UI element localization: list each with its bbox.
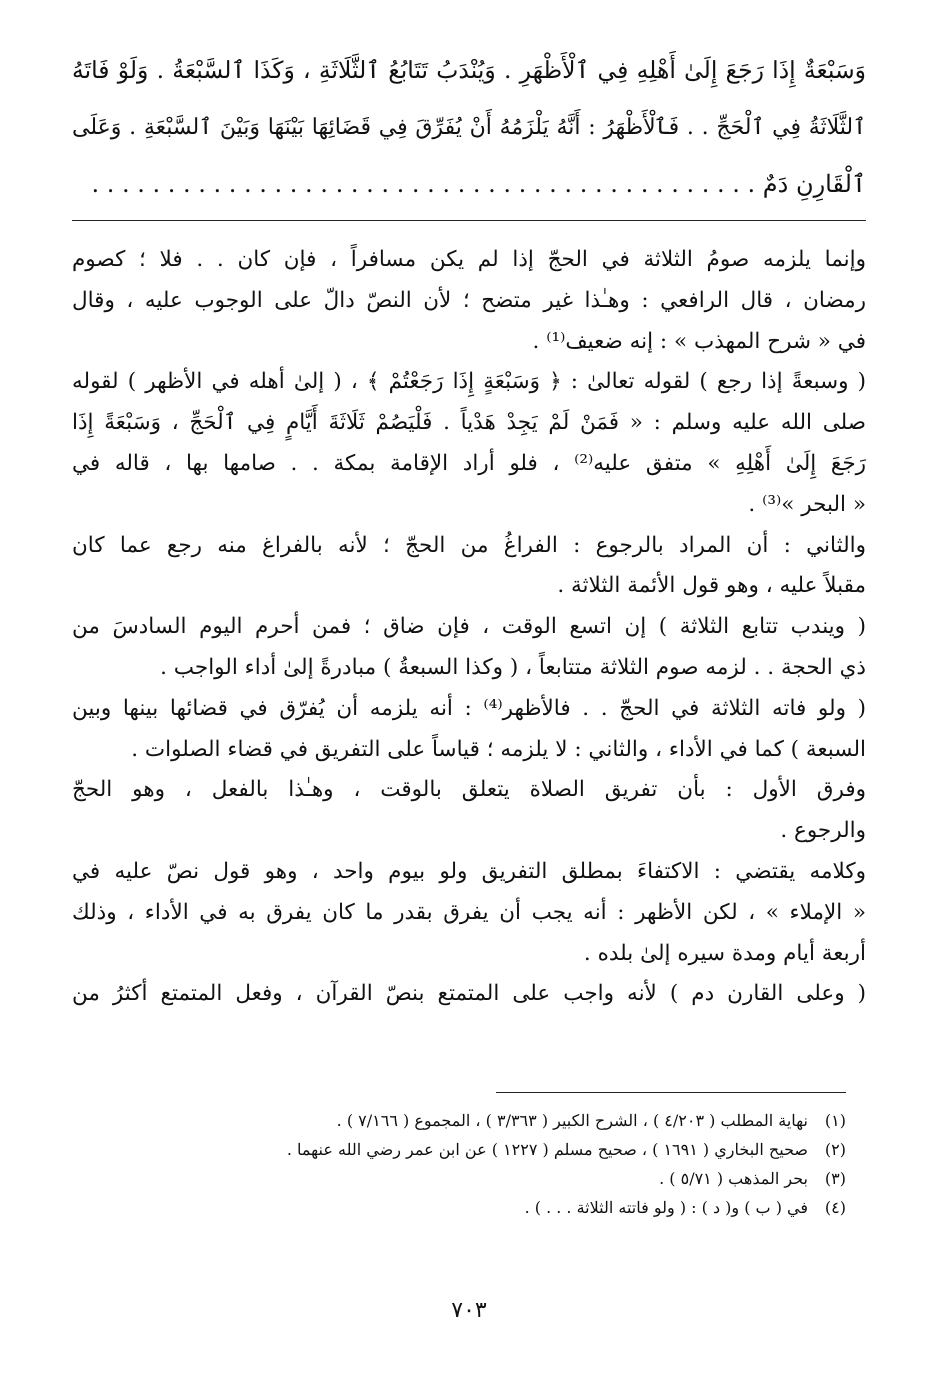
- footnote-number: (٤): [824, 1198, 846, 1217]
- matn-line: وَسَبْعَةٌ إِذَا رَجَعَ إِلَىٰ أَهْلِهِ فِي ٱلْأَظْهَرِ . وَيُنْدَبُ تَتَابُعُ ٱلثَّلَاثَةِ ، وَكَذَا ٱلسَّبْعَةُ . وَلَوْ فَاتَهُ: [72, 56, 866, 84]
- commentary-line: ( وسبعةً إذا رجع ) لقوله تعالىٰ : ﴿ وَسَبْعَةٍ إِذَا رَجَعْتُمْ ﴾ ، ( إلىٰ أهله في الأظهر ) لقوله: [72, 369, 866, 395]
- footnotes: [72, 1106, 846, 1222]
- commentary-line: ( وعلى القارن دم ) لأنه واجب على المتمتع بنصّ القرآن ، وفعل المتمتع أكثرُ من: [72, 981, 866, 1007]
- footnote-number: (٣): [824, 1169, 846, 1188]
- footnote: [72, 1193, 846, 1222]
- footnote-text: صحيح البخاري ( ١٦٩١ ) ، صحيح مسلم ( ١٢٢٧ ) عن ابن عمر رضي الله عنهما .: [286, 1140, 808, 1159]
- footnote: [72, 1106, 846, 1135]
- commentary-text: [72, 240, 866, 1015]
- commentary-line: « الإملاء » ، لكن الأظهر : أنه يجب أن يفرق بقدر ما كان يفرق به في الأداء ، وذلك: [72, 899, 866, 925]
- footnote-text: نهاية المطلب ( ٤/٢٠٣ ) ، الشرح الكبير ( ٣/٣٦٣ ) ، المجموع ( ٧/١٦٦ ) .: [336, 1111, 808, 1130]
- footnote-separator-rule: [496, 1092, 846, 1093]
- footnote: [72, 1135, 846, 1164]
- matn-line: ٱلْقَارِنِ دَمٌ . . . . . . . . . . . . . . . . . . . . . . . . . . . . . . . . . . . . . . . . . . . .: [91, 170, 866, 198]
- matn-line: ٱلثَّلَاثَةُ فِي ٱلْحَجِّ . . فَٱلْأَظْهَرُ : أَنَّهُ يَلْزَمُهُ أَنْ يُفَرِّقَ فِي قَضَائِهَا بَيْنَهَا وَبَيْنَ ٱلسَّبْعَةِ . وَعَلَى: [72, 115, 866, 140]
- commentary-line: في « شرح المهذب » : إنه ضعيف⁽¹⁾ .: [532, 328, 866, 354]
- commentary-line: السبعة ) كما في الأداء ، والثاني : لا يلزمه ؛ قياساً على التفريق في قضاء الصلوات .: [131, 736, 866, 762]
- commentary-line: ( ولو فاته الثلاثة في الحجّ . . فالأظهر⁽⁴⁾ : أنه يلزمه أن يُفرّق في قضائها بينها وبين: [72, 695, 866, 721]
- commentary-line: أربعة أيام ومدة سيره إلىٰ بلده .: [583, 940, 866, 966]
- footnote-text: في ( ب ) و( د ) : ( ولو فاتته الثلاثة . . . ) .: [524, 1198, 808, 1217]
- commentary-line: « البحر »⁽³⁾ .: [748, 491, 866, 517]
- commentary-line: وإنما يلزمه صومُ الثلاثة في الحجّ إذا لم يكن مسافراً ، فإن كان . . فلا ؛ كصوم: [72, 247, 866, 272]
- page-number: ٧٠٣: [451, 1298, 487, 1323]
- matn-text: [72, 42, 866, 213]
- commentary-line: ذي الحجة . . لزمه صوم الثلاثة متتابعاً ، ( وكذا السبعةُ ) مبادرةً إلىٰ أداء الواجب .: [160, 654, 866, 680]
- commentary-line: ( ويندب تتابع الثلاثة ) إن اتسع الوقت ، فإن ضاق ؛ فمن أحرم اليوم السادسَ من: [72, 614, 866, 640]
- footnote-number: (٢): [824, 1140, 846, 1159]
- commentary-line: رمضان ، قال الرافعي : وهـٰذا غير متضح ؛ لأن النصّ دالّ على الوجوب عليه ، وقال: [72, 287, 866, 313]
- footnote-number: (١): [824, 1111, 846, 1130]
- commentary-line: وكلامه يقتضي : الاكتفاءَ بمطلق التفريق ولو بيوم واحد ، وهو قول نصّ عليه في: [72, 858, 866, 884]
- footnote: [72, 1164, 846, 1193]
- footnote-text: بحر المذهب ( ٥/٧١ ) .: [659, 1169, 808, 1188]
- commentary-line: والثاني : أن المراد بالرجوع : الفراغُ من الحجّ ؛ لأنه بالفراغ منه رجع عما كان: [72, 532, 866, 558]
- commentary-line: وفرق الأول : بأن تفريق الصلاة يتعلق بالوقت ، وهـٰذا بالفعل ، وهو الحجّ: [72, 777, 866, 803]
- commentary-line: والرجوع .: [780, 818, 866, 844]
- matn-separator-rule: [72, 220, 866, 221]
- commentary-line: رَجَعَ إِلَىٰ أَهْلِهِ » متفق عليه⁽²⁾ ، فلو أراد الإقامة بمكة . . صامها بها ، قاله في: [72, 450, 866, 476]
- commentary-line: صلى الله عليه وسلم : « فَمَنْ لَمْ يَجِدْ هَدْياً . فَلْيَصُمْ ثَلَاثَةَ أَيَّامٍ فِي ٱلْحَجِّ ، وَسَبْعَةً إِذَا: [72, 410, 866, 436]
- commentary-line: مقبلاً عليه ، وهو قول الأئمة الثلاثة .: [557, 573, 866, 599]
